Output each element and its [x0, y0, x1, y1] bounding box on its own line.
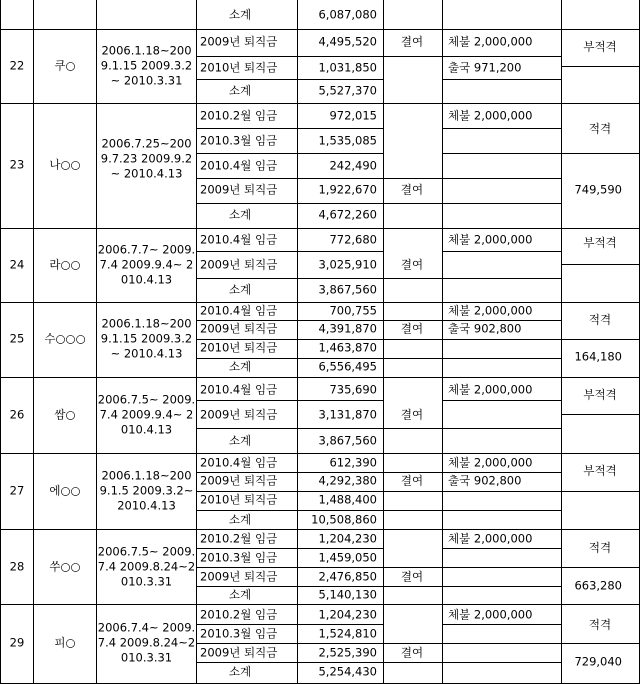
row-divider	[443, 548, 561, 549]
row-number: 27	[9, 483, 25, 498]
row-number: 22	[9, 58, 25, 73]
item-desc: 2009년 퇴직금	[200, 645, 278, 660]
item-amount: 700,755	[329, 303, 377, 318]
subtotal-label: 소계	[228, 207, 252, 222]
eligibility-status: 부적격	[583, 39, 617, 54]
worker-name: 수○○○	[44, 331, 86, 346]
employment-period: 2006.1.18~2009.1.15 2009.3.2~ 2010.4.13	[100, 316, 193, 361]
item-reason: 결여	[400, 34, 424, 49]
item-desc: 2010.3월 임금	[200, 133, 278, 148]
item-amount: 735,690	[329, 382, 377, 397]
row-divider	[384, 567, 442, 568]
item-amount: 1,204,230	[318, 607, 377, 622]
item-desc: 2009년 퇴직금	[200, 321, 278, 336]
item-note: 출국 971,200	[448, 60, 522, 75]
item-note: 체불 2,000,000	[448, 455, 533, 470]
item-note: 체불 2,000,000	[448, 232, 533, 247]
item-amount: 1,031,850	[318, 60, 377, 75]
worker-name: 에○○	[49, 483, 81, 498]
employment-period: 2006.1.18~2009.1.15 2009.3.2~ 2010.3.31	[100, 43, 193, 88]
item-amount: 1,524,810	[318, 626, 377, 641]
remaining-amount: 663,280	[574, 578, 622, 593]
block-divider	[0, 529, 640, 530]
row-divider	[384, 339, 442, 340]
item-desc: 2010.4월 임금	[200, 455, 278, 470]
item-amount: 612,390	[329, 455, 377, 470]
item-amount: 1,535,085	[318, 133, 377, 148]
subtotal-label: 소계	[228, 359, 252, 374]
row-divider	[384, 586, 442, 587]
eligibility-status: 부적격	[583, 235, 617, 250]
item-amount: 1,459,050	[318, 550, 377, 565]
row-divider	[384, 56, 442, 57]
item-desc: 2010.2월 임금	[200, 108, 278, 123]
row-divider	[443, 153, 561, 154]
row-divider	[562, 643, 639, 644]
item-desc: 2010.2월 임금	[200, 531, 278, 546]
eligibility-status: 부적격	[583, 463, 617, 478]
item-note: 출국 902,800	[448, 321, 522, 336]
row-divider	[384, 203, 442, 204]
block-divider	[0, 302, 640, 303]
item-amount: 2,525,390	[318, 645, 377, 660]
item-amount: 1,922,670	[318, 182, 377, 197]
worker-name: 라○○	[49, 257, 81, 272]
row-divider	[197, 153, 384, 154]
block-divider	[0, 29, 640, 30]
item-desc: 2010.4월 임금	[200, 232, 278, 247]
row-divider	[443, 358, 561, 359]
item-note: 체불 2,000,000	[448, 531, 533, 546]
worker-name: 쿠○	[54, 58, 76, 73]
item-desc: 2009년 퇴직금	[200, 34, 278, 49]
row-divider	[443, 128, 561, 129]
item-amount: 1,204,230	[318, 531, 377, 546]
row-divider	[384, 428, 442, 429]
row-number: 23	[9, 157, 25, 172]
item-note: 체불 2,000,000	[448, 382, 533, 397]
row-divider	[562, 414, 639, 415]
item-desc: 2010.3월 임금	[200, 626, 278, 641]
row-divider	[562, 491, 639, 492]
row-divider	[443, 339, 561, 340]
item-amount: 972,015	[329, 108, 377, 123]
item-desc: 2009년 퇴직금	[200, 407, 278, 422]
row-divider	[197, 251, 384, 252]
row-divider	[197, 79, 384, 80]
employment-period: 2006.7.5~ 2009.7.4 2009.9.4~ 2010.4.13	[97, 392, 196, 437]
row-divider	[443, 79, 561, 80]
item-reason: 결여	[400, 257, 424, 272]
top-subtotal-amount: 6,087,080	[318, 7, 377, 22]
item-reason: 결여	[400, 645, 424, 660]
block-divider	[0, 377, 640, 378]
row-divider	[562, 66, 639, 67]
block-divider	[0, 604, 640, 605]
row-divider	[384, 510, 442, 511]
row-divider	[197, 624, 384, 625]
item-note: 체불 2,000,000	[448, 607, 533, 622]
worker-name: 쌈○	[54, 407, 76, 422]
row-divider	[384, 358, 442, 359]
remaining-amount: 729,040	[574, 654, 622, 669]
subtotal-amount: 10,508,860	[311, 512, 377, 527]
item-amount: 1,463,870	[318, 340, 377, 355]
item-desc: 2010.2월 임금	[200, 607, 278, 622]
row-divider	[443, 203, 561, 204]
row-divider	[384, 491, 442, 492]
row-divider	[197, 548, 384, 549]
item-desc: 2009년 퇴직금	[200, 473, 278, 488]
row-divider	[197, 510, 384, 511]
item-amount: 3,025,910	[318, 257, 377, 272]
item-reason: 결여	[400, 407, 424, 422]
item-amount: 772,680	[329, 232, 377, 247]
item-note: 체불 2,000,000	[448, 303, 533, 318]
subtotal-amount: 6,556,495	[318, 359, 377, 374]
item-desc: 2010.4월 임금	[200, 158, 278, 173]
item-reason: 결여	[400, 569, 424, 584]
subtotal-label: 소계	[228, 282, 252, 297]
item-desc: 2010.3월 임금	[200, 550, 278, 565]
row-divider	[443, 662, 561, 663]
row-divider	[562, 339, 639, 340]
item-amount: 2,476,850	[318, 569, 377, 584]
item-amount: 242,490	[329, 158, 377, 173]
employment-period: 2006.7.4~ 2009.7.4 2009.8.24~2010.3.31	[97, 620, 196, 665]
item-amount: 4,292,380	[318, 473, 377, 488]
item-amount: 4,391,870	[318, 321, 377, 336]
row-divider	[443, 510, 561, 511]
row-divider	[443, 278, 561, 279]
item-desc: 2009년 퇴직금	[200, 569, 278, 584]
subtotal-amount: 3,867,560	[318, 282, 377, 297]
item-desc: 2010년 퇴직금	[200, 340, 278, 355]
row-divider	[384, 178, 442, 179]
item-desc: 2009년 퇴직금	[200, 182, 278, 197]
item-amount: 1,488,400	[318, 492, 377, 507]
worker-name: 쑤○○	[49, 559, 81, 574]
item-desc: 2010년 퇴직금	[200, 60, 278, 75]
item-reason: 결여	[400, 473, 424, 488]
employment-period: 2006.7.5~ 2009.7.4 2009.8.24~2010.3.31	[97, 544, 196, 589]
row-divider	[443, 428, 561, 429]
block-divider	[0, 453, 640, 454]
row-divider	[197, 643, 384, 644]
item-amount: 3,131,870	[318, 407, 377, 422]
row-divider	[197, 128, 384, 129]
subtotal-label: 소계	[228, 83, 252, 98]
row-divider	[197, 278, 384, 279]
top-subtotal-label: 소계	[228, 7, 252, 22]
row-divider	[562, 153, 639, 154]
subtotal-label: 소계	[228, 587, 252, 602]
row-number: 24	[9, 257, 25, 272]
eligibility-status: 부적격	[583, 387, 617, 402]
row-number: 25	[9, 331, 25, 346]
row-number: 26	[9, 407, 25, 422]
row-divider	[197, 428, 384, 429]
worker-name: 피○	[54, 635, 76, 650]
row-divider	[443, 586, 561, 587]
row-divider	[384, 278, 442, 279]
row-divider	[443, 400, 561, 401]
item-reason: 결여	[400, 321, 424, 336]
row-divider	[443, 624, 561, 625]
item-note: 출국 902,800	[448, 473, 522, 488]
subtotal-label: 소계	[228, 433, 252, 448]
row-divider	[443, 178, 561, 179]
row-number: 28	[9, 559, 25, 574]
row-divider	[197, 567, 384, 568]
eligibility-status: 적격	[588, 540, 612, 555]
item-amount: 4,495,520	[318, 34, 377, 49]
employment-period: 2006.7.25~2009.7.23 2009.9.2~ 2010.4.13	[100, 136, 193, 181]
eligibility-status: 적격	[588, 121, 612, 136]
subtotal-amount: 5,527,370	[318, 83, 377, 98]
row-divider	[384, 643, 442, 644]
row-number: 29	[9, 635, 25, 650]
item-desc: 2009년 퇴직금	[200, 257, 278, 272]
item-desc: 2010.4월 임금	[200, 303, 278, 318]
subtotal-amount: 4,672,260	[318, 207, 377, 222]
worker-name: 나○○	[49, 157, 81, 172]
row-divider	[443, 567, 561, 568]
block-divider	[0, 228, 640, 229]
remaining-amount: 749,590	[574, 182, 622, 197]
row-divider	[384, 662, 442, 663]
row-divider	[443, 491, 561, 492]
row-divider	[197, 56, 384, 57]
row-divider	[562, 264, 639, 265]
row-divider	[443, 643, 561, 644]
subtotal-amount: 3,867,560	[318, 433, 377, 448]
item-desc: 2010.4월 임금	[200, 382, 278, 397]
subtotal-amount: 5,254,430	[318, 664, 377, 679]
block-divider	[0, 103, 640, 104]
row-divider	[197, 400, 384, 401]
employment-period: 2006.7.7~ 2009.7.4 2009.9.4~ 2010.4.13	[97, 242, 196, 287]
eligibility-status: 적격	[588, 312, 612, 327]
row-divider	[443, 56, 561, 57]
item-reason: 결여	[400, 182, 424, 197]
row-divider	[443, 251, 561, 252]
row-divider	[197, 178, 384, 179]
eligibility-status: 적격	[588, 617, 612, 632]
item-desc: 2010년 퇴직금	[200, 492, 278, 507]
row-divider	[562, 567, 639, 568]
item-note: 체불 2,000,000	[448, 34, 533, 49]
row-divider	[197, 203, 384, 204]
subtotal-label: 소계	[228, 664, 252, 679]
employment-period: 2006.1.18~2009.1.5 2009.3.2~ 2010.4.13	[99, 468, 194, 513]
row-divider	[197, 662, 384, 663]
item-note: 체불 2,000,000	[448, 108, 533, 123]
remaining-amount: 164,180	[574, 349, 622, 364]
subtotal-label: 소계	[228, 512, 252, 527]
subtotal-amount: 5,140,130	[318, 587, 377, 602]
